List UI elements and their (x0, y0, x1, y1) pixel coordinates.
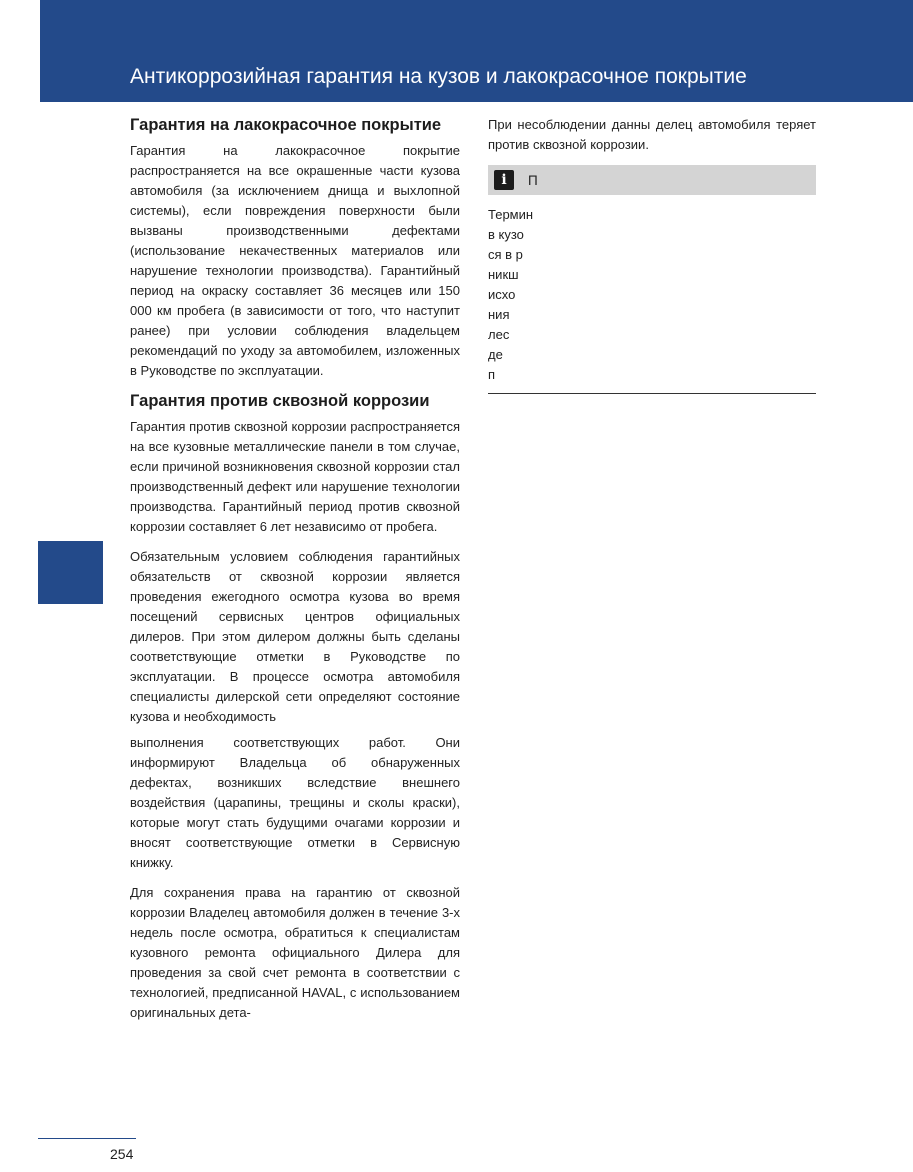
note-line: Термин (488, 207, 534, 222)
page-number: 254 (110, 1146, 134, 1162)
right-intro-paragraph: При несоблюдении данны делец автомобиля теряет против сквозной коррозии. (488, 117, 816, 152)
section-side-tab (38, 541, 103, 604)
corrosion-paragraph-3: выполнения соответствующих работ. Они информируют Владельца об обнаруженных дефектах, возникших вследствие внешнего воздействия (царапины, трещины и сколы краски), которые могут стать будущими очагами коррозии и вносят соответствующие отметки в Сервисную книжку. (130, 735, 460, 870)
section-heading-corrosion-warranty: Гарантия против сквозной коррозии (130, 392, 430, 410)
section-heading-paint-warranty: Гарантия на лакокрасочное покрытие (130, 116, 442, 134)
note-line: ся в р (488, 247, 523, 262)
corrosion-paragraph-1: Гарантия против сквозной коррозии распространяется на все кузовные металлические панели в том случае, если причиной возникновения сквозной коррозии стал производственный дефект или нарушение технологии производства. Гарантийный период против сквозной коррозии составляет 6 лет независимо от пробега. (130, 419, 460, 534)
paint-warranty-paragraph: Гарантия на лакокрасочное покрытие распространяется на все окрашенные части кузова автомобиля (за исключением днища и выхлопной системы), если повреждения поверхности были вызваны производственными дефектами (использование некачественных материалов или нарушение технологии производства). Гарантийный период на окраску составляет 36 месяцев или 150 000 км пробега (в зависимости от того, что наступит ранее) при условии соблюдения владельцем рекомендаций по уходу за автомобилем, изложенных в Руководстве по эксплуатации. (130, 143, 460, 378)
note-line: п (488, 367, 496, 382)
note-line: де (488, 347, 503, 362)
note-line: ния (488, 307, 510, 322)
note-box (488, 165, 816, 195)
right-column (488, 115, 816, 394)
footer-divider (38, 1138, 136, 1139)
left-column (130, 115, 460, 1033)
corrosion-paragraph-2: Обязательным условием соблюдения гарантийных обязательств от сквозной коррозии является проведения ежегодного осмотра кузова во время посещений сервисных центров официальных дилеров. При этом дилером должны быть сделаны соответствующие отметки в Руководстве по эксплуатации. В процессе осмотра автомобиля специалисты дилерской сети определяют состояние кузова и необходимость (130, 549, 460, 724)
note-title: П (528, 172, 538, 188)
info-icon: i (494, 170, 514, 190)
note-line: лес (488, 327, 510, 342)
note-body (488, 205, 816, 385)
note-line: никш (488, 267, 519, 282)
note-divider (488, 393, 816, 394)
page-title: Антикоррозийная гарантия на кузов и лакокрасочное покрытие (130, 65, 747, 88)
corrosion-paragraph-4: Для сохранения права на гарантию от сквозной коррозии Владелец автомобиля должен в течение 3-х недель после осмотра, обратиться к специалистам кузовного ремонта официального Дилера для проведения за свой счет ремонта в соответствии с технологией, предписанной HAVAL, с использованием оригинальных дета- (130, 885, 460, 1020)
note-line: исхо (488, 287, 516, 302)
note-line: в кузо (488, 227, 524, 242)
